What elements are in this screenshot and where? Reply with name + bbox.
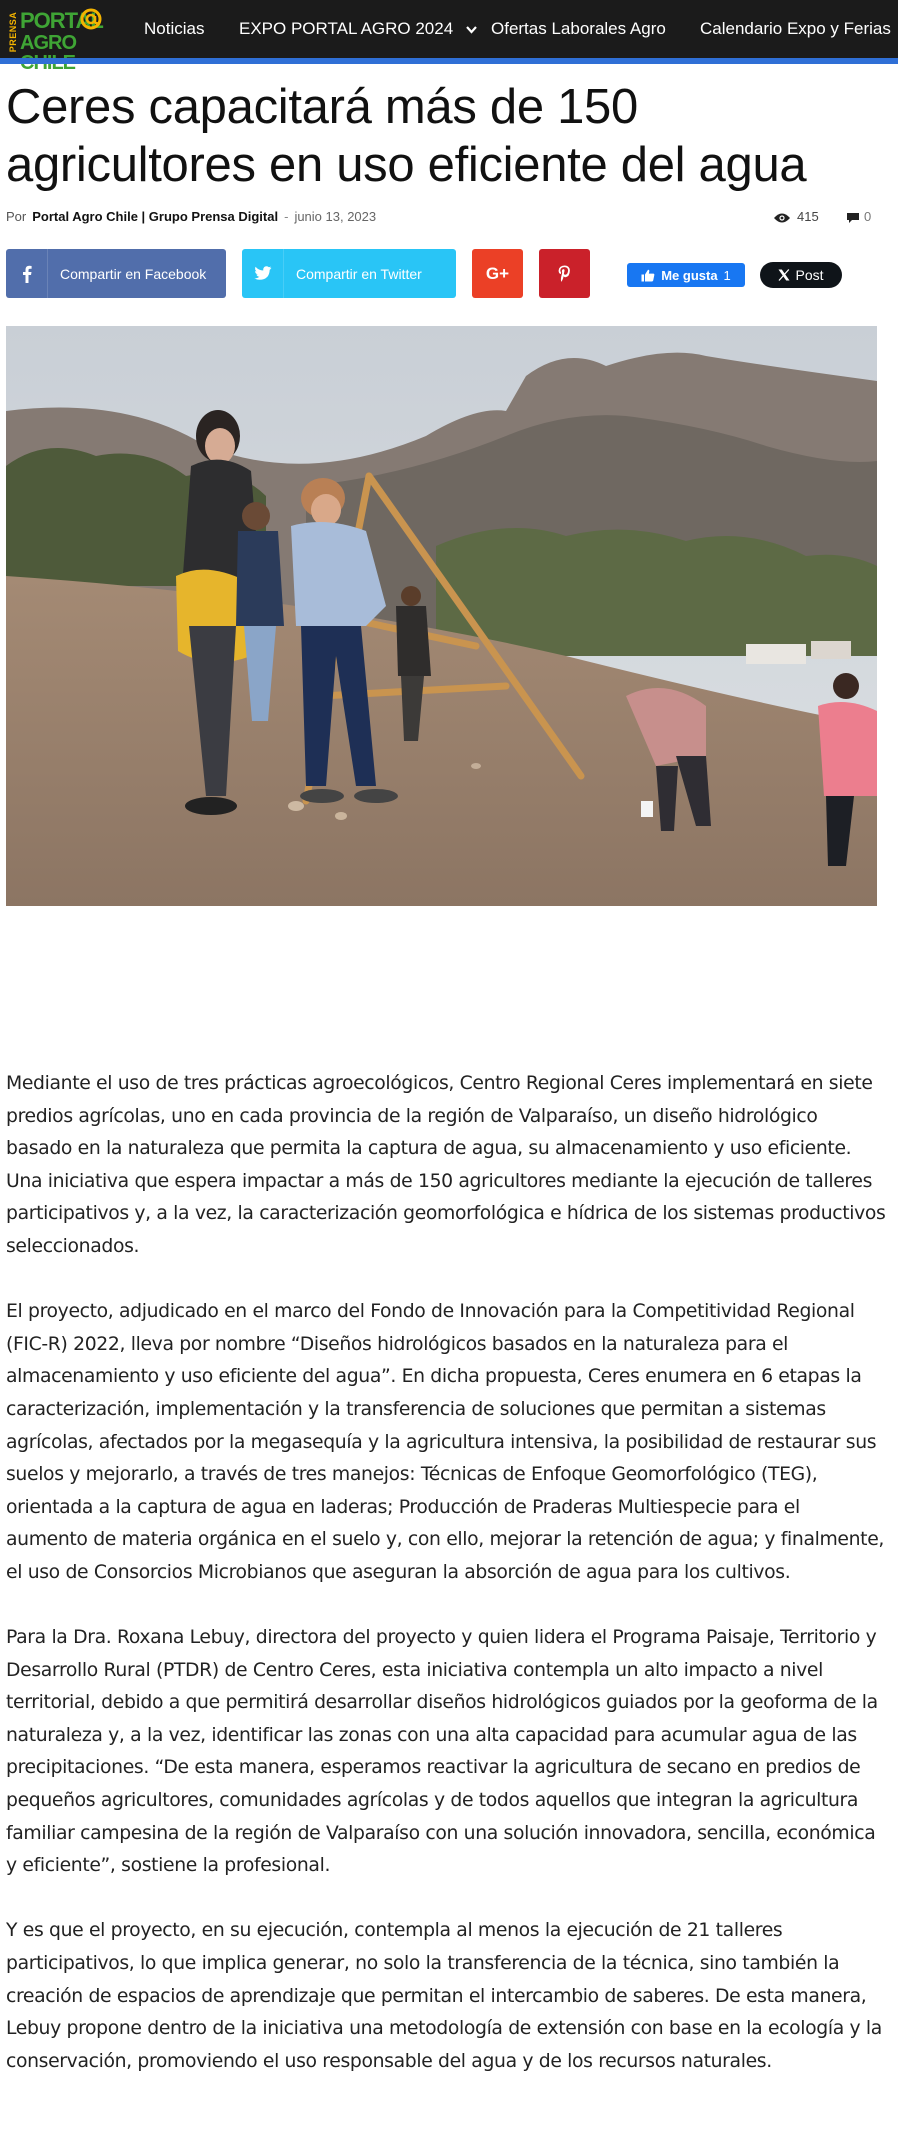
nav-item-ofertas-laborales[interactable]: Ofertas Laborales Agro bbox=[491, 19, 666, 38]
comment-icon bbox=[846, 212, 860, 224]
x-post-button[interactable] bbox=[760, 262, 842, 288]
logo-text-agro-chile: AGRO bbox=[20, 32, 76, 54]
x-logo-icon bbox=[778, 269, 790, 281]
hero-photo bbox=[6, 326, 877, 906]
logo-prensa-tag: PRENSA bbox=[8, 11, 18, 53]
meta-separator: - bbox=[284, 209, 289, 224]
like-count: 1 bbox=[723, 267, 731, 283]
site-logo[interactable] bbox=[8, 6, 112, 54]
facebook-like-button[interactable] bbox=[627, 263, 745, 287]
googleplus-icon: G+ bbox=[485, 263, 510, 283]
share-googleplus-button[interactable] bbox=[472, 249, 523, 298]
article-paragraph: Mediante el uso de tres prácticas agroecológicos, Centro Regional Ceres implementará en siete predios agrícolas, uno en cada provincia de la región de Valparaíso, un diseño hidrológico basado en la naturaleza que permita la captura de agua, su almacenamiento y uso eficiente. Una iniciativa que espera impactar a más de 150 agricultores mediante la ejecución de talleres participativos y, a la vez, la caracterización geomorfológica e hídrica de los sistemas productivos seleccionados. bbox=[6, 1073, 886, 1257]
publish-date: junio 13, 2023 bbox=[294, 209, 377, 224]
share-twitter-label: Compartir en Twitter bbox=[296, 265, 422, 282]
share-twitter-button[interactable] bbox=[242, 249, 456, 298]
facebook-icon bbox=[6, 249, 48, 298]
logo-at-icon bbox=[78, 6, 104, 32]
nav-item-expo-label: EXPO PORTAL AGRO 2024 bbox=[239, 19, 454, 38]
view-count bbox=[773, 209, 819, 224]
like-label: Me gusta bbox=[661, 267, 718, 283]
twitter-icon bbox=[242, 249, 284, 298]
article-paragraph: Para la Dra. Roxana Lebuy, directora del proyecto y quien lidera el Programa Paisaje, Territorio y Desarrollo Rural (PTDR) de Centro Ceres, esta iniciativa contempla un alto impacto a nivel territorial, debido a que permitirá desarrollar diseños hidrológicos guiados por la geoforma de la naturaleza y, a la vez, identificar las zonas con una alta capacidad para acumular agua de las precipitaciones. “De esta manera, esperamos reactivar la agricultura de secano en predios de pequeños agricultores, comunidades agrícolas y de todos aquellos que integran la agricultura familiar campesina de la región de Valparaíso con una solución innovadora, sencilla, económica y eficiente”, sostiene la profesional. bbox=[6, 1627, 878, 1877]
chevron-down-icon bbox=[466, 26, 477, 34]
article-paragraph: Y es que el proyecto, en su ejecución, contempla al menos la ejecución de 21 talleres participativos, lo que implica generar, no solo la transferencia de la técnica, sino también la creación de espacios de aprendizaje que permitan el intercambio de saberes. De esta manera, Lebuy propone dentro de la iniciativa una metodología de extensión con base en la ecología y la conservación, promoviendo el uso responsable del agua y de los recursos naturales. bbox=[6, 1920, 882, 2072]
thumbs-up-icon bbox=[641, 269, 655, 282]
article-title: Ceres capacitará más de 150 agricultores en uso eficiente del agua bbox=[6, 80, 807, 192]
share-facebook-button[interactable] bbox=[6, 249, 226, 298]
nav-item-calendario[interactable]: Calendario Expo y Ferias bbox=[700, 19, 891, 38]
share-facebook-label: Compartir en Facebook bbox=[60, 265, 207, 282]
comment-count-value: 0 bbox=[864, 209, 872, 224]
nav-item-expo[interactable] bbox=[239, 19, 477, 39]
logo-text-portal: PORTAL bbox=[20, 8, 103, 33]
byline-label: Por bbox=[6, 209, 27, 224]
article-paragraph: El proyecto, adjudicado en el marco del Fondo de Innovación para la Competitividad Regional (FIC-R) 2022, lleva por nombre “Diseños hidrológicos basados en la naturaleza para el almacenamiento y uso eficiente del agua”. En dicha propuesta, Ceres enumera en 6 etapas la caracterización, implementación y la transferencia de soluciones que permitan a sistemas agrícolas, afectados por la megasequía y la agricultura intensiva, la posibilidad de restaurar sus suelos y mejorarlo, a través de tres manejos: Técnicas de Enfoque Geomorfológico (TEG), orientada a la captura de agua en laderas; Producción de Praderas Multiespecie para el aumento de materia orgánica en el suelo y, con ello, mejorar la retención de agua; y finalmente, el uso de Consorcios Microbianos que aseguran la absorción de agua para los cultivos. bbox=[6, 1301, 885, 1583]
article-meta bbox=[6, 209, 376, 224]
view-count-value: 415 bbox=[797, 209, 819, 224]
share-pinterest-button[interactable] bbox=[539, 249, 590, 298]
x-post-label: Post bbox=[795, 267, 824, 283]
navbar-accent-line bbox=[0, 58, 898, 64]
nav-item-noticias[interactable]: Noticias bbox=[144, 19, 205, 38]
eye-icon bbox=[773, 212, 791, 224]
comment-count[interactable] bbox=[846, 209, 871, 224]
top-navbar bbox=[0, 0, 898, 58]
article-hero-image bbox=[6, 326, 877, 906]
article-body bbox=[6, 1068, 886, 2111]
pinterest-icon bbox=[558, 265, 571, 282]
author-link[interactable]: Portal Agro Chile | Grupo Prensa Digital bbox=[32, 209, 279, 224]
